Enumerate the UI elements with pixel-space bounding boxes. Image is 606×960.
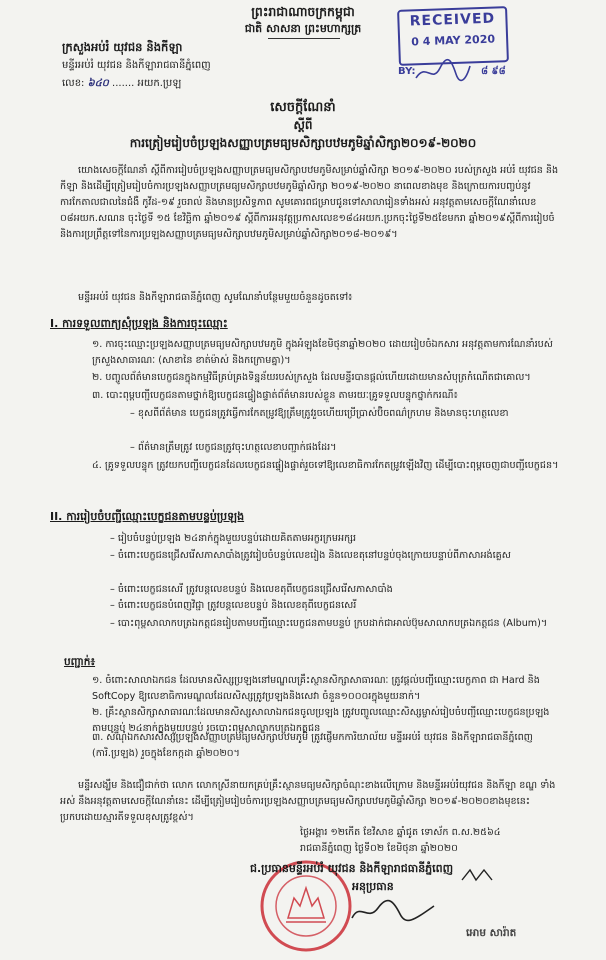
section-2-heading: II. ការរៀបចំបញ្ជីឈ្មោះបេក្ខជនតាមបន្ទប់ប្រឡង: [50, 510, 245, 523]
section-2-item-1: – រៀបចំបន្ទប់ប្រឡង ២៤នាក់ក្នុងមួយបន្ទប់ដោយគិតតាមអក្ខរក្រមអក្សរ: [110, 533, 357, 544]
stamp-ref-note: ៨ ៩៨: [480, 66, 506, 77]
section-1-heading: I. ការទទួលពាក្យសុំប្រឡង និងការចុះឈ្មោះ: [50, 317, 228, 330]
reference-line: លេខ: ៦៤០ ....... អយក.ប្រឡ: [62, 78, 182, 89]
section-2-item-3: – ចំពោះបេក្ខជនសេរី ត្រូវបន្តលេខបន្ទប់ និងលេខតុពីបេក្ខជនជ្រើសរើសភាសាបាំង: [110, 584, 393, 595]
note-2: ២. គ្រឹះស្ថានសិក្សាសាធារណៈដែលមានសិស្សសាលាឯកជនចូលប្រឡង ត្រូវបញ្ចូលឈ្មោះសិស្សម្ចាស់រៀបចំបញ្ជីឈ្មោះបេក្ខជនប្រឡងតាមបន្ទប់ ២៤នាក់ក្នុងមួយបន្ទប់ រួចបោះពុម្ពសាលាកបត្រឯកត្តជន: [92, 707, 550, 734]
kingdom-header: ព្រះរាជាណាចក្រកម្ពុជា: [251, 4, 355, 19]
intro-paragraph-2: មន្ទីរអប់រំ យុវជន និងកីឡារាជធានីភ្នំពេញ សូមណែនាំបន្ថែមមួយចំនួនដូចតទៅ៖: [78, 292, 353, 303]
section-2-item-5: – បោះពុម្ពសាលាកបត្រឯកត្តជនរៀបតាមបញ្ជីឈ្មោះបេក្ខជនតាមបន្ទប់ ក្របដាក់ជាអាល់ប៊ុមសាលាកបត្រឯកត្តជន (Album)។: [110, 618, 548, 629]
stamp-title: RECEIVED: [409, 10, 496, 30]
reference-number: ៦៤០: [87, 78, 109, 89]
received-stamp: [397, 6, 509, 66]
notice-title: សេចក្តីណែនាំ: [270, 100, 336, 115]
ministry-name: ក្រសួងអប់រំ យុវជន និងកីឡា: [62, 40, 183, 54]
closing-paragraph: មន្ទីរសង្ឃឹម និងជឿជាក់ថា លោក លោកស្រីនាយកគ្រប់គ្រឹះស្ថានមធ្យមសិក្សាចំណុះខាងលើក្រោម និងមន្ទីរអប់រំយុវជន និងកីឡា ខណ្ឌ ទាំងអស់ នឹងអនុវត្តតាមសេចក្តីណែនាំនេះ ដើម្បីត្រៀមរៀបចំការប្រឡងសញ្ញាបត្រមធ្យមសិក្សាបឋមភូមិឆ្នាំសិក្សា ២០១៩-២០២០ខាងមុខនេះប្រកបដោយស្មារតីទទួលខុសត្រូវខ្ពស់។: [60, 780, 556, 823]
reference-label: លេខ:: [62, 78, 85, 89]
section-1-bullet-1: – ខុសពីព័ត៌មាន បេក្ខជនត្រូវធ្វើការកែតម្រូវឱ្យត្រឹមត្រូវរួចហើយប្រើប្រាស់ប៊ិចពណ៌ក្រហម និងមានចុះហត្ថលេខា: [130, 408, 509, 419]
handwritten-mark-icon: [458, 864, 498, 886]
stamp-by-label: BY:: [398, 66, 416, 77]
intro-paragraph: យោងសេចក្តីណែនាំ ស្តីពីការរៀបចំប្រឡងសញ្ញាបត្រមធ្យមសិក្សាបឋមភូមិសម្រាប់ឆ្នាំសិក្សា ២០១៩-២០២០ របស់ក្រសួង អប់រំ យុវជន និងកីឡា និងដើម្បីត្រៀមរៀបចំការប្រឡងសញ្ញាបត្រមធ្យមសិក្សាបឋមភូមិឆ្នាំសិក្សា ២០១៩-២០២០ នាពេលខាងមុខ និងក្រោយការបញ្ចប់នូវការកែតាលជាលនៃជំងឺ កូវីដ-១៩ រួចរាល់ និងមានប្រសិទ្ធភាព សូមគោរពជម្រាបជូនទៅសាលារៀនទាំងអស់ អនុវត្តតាមសេចក្តីណែនាំលេខ ០៨អយក.សណន ចុះថ្ងៃទី ១៥ ខែវិច្ឆិកា ឆ្នាំ២០១៩ ស្តីពីការអនុវត្តប្រកាសលេខ១៨៤អយក.ប្រកចុះថ្ងៃទី២៥ខែមករា ឆ្នាំ២០១៩ស្តីពីការរៀបចំនិងការប្រព្រឹត្តទៅនៃការប្រឡងសញ្ញាបត្រមធ្យមសិក្សាបឋមភូមិសម្រាប់ឆ្នាំសិក្សា២០១៨-២០១៩។: [60, 165, 559, 240]
signature-icon: [348, 896, 438, 926]
section-1-item-3: ៣. បោះពុម្ពបញ្ជីបេក្ខជនតាមថ្នាក់ឱ្យបេក្ខជនផ្ទៀងផ្ទាត់ព័ត៌មានរបស់ខ្លួន តាមរយៈគ្រូទទួលបន្ទុកថ្នាក់ករណី៖: [92, 390, 458, 401]
signer-name: អោម សារ៉ាត: [466, 927, 517, 939]
department-name: មន្ទីរអប់រំ យុវជន និងកីឡារាជធានីភ្នំពេញ: [62, 60, 211, 71]
motto-divider: [268, 38, 340, 39]
section-2-item-2: – ចំពោះបេក្ខជនជ្រើសរើសភាសាបាំងត្រូវរៀបចំបន្ទប់លេខរៀង និងលេខតុនៅបន្ទប់ចុងក្រោយបន្ទាប់ពីភាសាអង់គ្លេស: [110, 550, 511, 561]
received-signature-icon: [412, 58, 472, 86]
national-motto: ជាតិ សាសនា ព្រះមហាក្សត្រ: [244, 22, 362, 35]
section-1-item-2: ២. បញ្ចូលព័ត៌មានបេក្ខជនក្នុងកម្មវិធីគ្រប់គ្រងទិន្នន័យរបស់ក្រសួង ដែលមន្ទីរបានផ្តល់ហើយដោយមានសំបុត្រកំណើតជាគោល។: [92, 372, 531, 383]
signatory-title: ជ.ប្រធានមន្ទីរអប់រំ យុវជន និងកីឡារាជធានីភ្នំពេញ: [250, 862, 454, 875]
lunar-date: ថ្ងៃអង្គារ ១២កើត ខែវិសាខ ឆ្នាំជូត ទោស័ក ព.ស.២៥៦៤: [300, 827, 501, 838]
section-1-item-1: ១. ការចុះឈ្មោះប្រឡងសញ្ញាបត្រមធ្យមសិក្សាបឋមភូមិ ក្នុងអំឡុងខែមិថុនាឆ្នាំ២០២០ ដោយរៀបចំឯកសារ អនុវត្តតាមការណែនាំរបស់ក្រសួងសាធារណៈ (សាខានៃ ខាត់ម៉ាស់ និងកក្រោមគ្នា)។: [92, 339, 553, 366]
note-1: ១. ចំពោះសាលាឯកជន ដែលមានសិស្សប្រឡងនៅមណ្ឌលគ្រឹះស្ថានសិក្សាសាធារណៈ ត្រូវផ្តល់បញ្ជីឈ្មោះបេក្ខភាព ជា Hard និង SoftCopy ឱ្យលេខាធិការមណ្ឌលដែលសិស្សត្រូវប្រឡងនិងសេវា ចំនួន១០០០៛ក្នុងមួយនាក់។: [92, 675, 540, 702]
section-1-bullet-2: – ព័ត៌មានត្រឹមត្រូវ បេក្ខជនត្រូវចុះហត្ថលេខាបញ្ជាក់ផងដែរ។: [130, 442, 337, 453]
stamp-date: 0 4 MAY 2020: [411, 32, 496, 49]
notice-subject: ការត្រៀមរៀបចំប្រឡងសញ្ញាបត្រមធ្យមសិក្សាបឋមភូមិឆ្នាំសិក្សា២០១៩-២០២០: [129, 136, 477, 150]
section-1-item-4: ៤. គ្រូទទួលបន្ទុក ត្រូវយកបញ្ជីបេក្ខជនដែលបេក្ខជនផ្ទៀងផ្ទាត់រួចទៅឱ្យលេខាធិការកែតម្រូវឡើងវិញ ដើម្បីបោះពុម្ពចេញជាបញ្ជីបេក្ខជន។: [92, 460, 559, 471]
notes-heading: បញ្ជាក់៖: [64, 656, 96, 668]
notice-about: ស្តីពី: [293, 118, 313, 132]
reference-suffix: អយក.ប្រឡ: [137, 78, 182, 89]
solar-date: រាជធានីភ្នំពេញ ថ្ងៃទី០២ ខែមិថុនា ឆ្នាំ២០២០: [300, 843, 458, 854]
section-2-item-4: – ចំពោះបេក្ខជនបំពេញវិជ្ជា ត្រូវបន្តលេខបន្ទប់ និងលេខតុពីបេក្ខជនសេរី: [110, 600, 357, 611]
note-3: ៣. សំណុំឯកសារសិស្សប្រឡងសញ្ញាបត្រមធ្យមសិក្សាបឋមភូមិ ត្រូវផ្ញើមកការិយាល័យ មន្ទីរអប់រំ យុវជន និងកីឡារាជធានីភ្នំពេញ (ការិ.ប្រឡង) រួចក្នុងខែកក្កដា ឆ្នាំ២០២០។: [92, 732, 533, 759]
deputy-title: អនុប្រធាន: [352, 880, 394, 893]
